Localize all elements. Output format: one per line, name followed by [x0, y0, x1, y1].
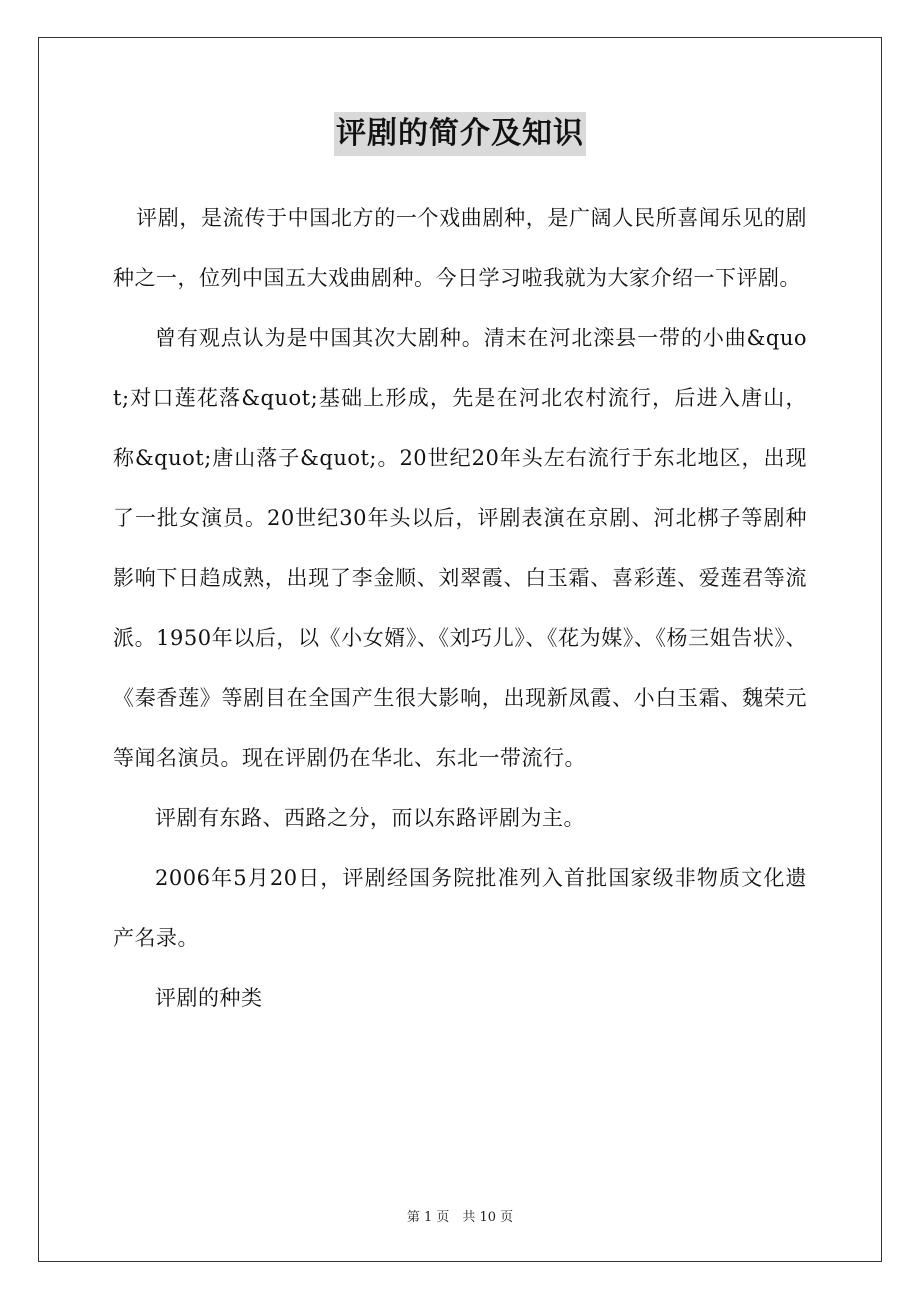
paragraph-history: 曾有观点认为是中国其次大剧种。清末在河北滦县一带的小曲&quot;对口莲花落&quot;基础上形成，先是在河北农村流行，后进入唐山，称&quot;唐山落子&quot;。20世纪20年头左右流行于东北地区，出现了一批女演员。20世纪30年头以后，评剧表演在京剧、河北梆子等剧种影响下日趋成熟，出现了李金顺、刘翠霞、白玉霜、喜彩莲、爱莲君等流派。1950年以后，以《小女婿》、《刘巧儿》、《花为媒》、《杨三姐告状》、《秦香莲》等剧目在全国产生很大影响，出现新凤霞、小白玉霜、魏荣元等闻名演员。现在评剧仍在华北、东北一带流行。 [113, 326, 807, 770]
paragraph-intro: 评剧，是流传于中国北方的一个戏曲剧种，是广阔人民所喜闻乐见的剧种之一，位列中国五大戏曲剧种。今日学习啦我就为大家介绍一下评剧。 [113, 206, 807, 290]
title-container [0, 112, 920, 156]
paragraph-branches: 评剧有东路、西路之分，而以东路评剧为主。 [155, 806, 585, 830]
document-title: 评剧的简介及知识 [334, 112, 586, 156]
page-footer: 第 1 页 共 10 页 [406, 1210, 514, 1225]
paragraph-heritage: 2006年5月20日，评剧经国务院批准列入首批国家级非物质文化遗产名录。 [113, 866, 807, 950]
paragraph-section-heading: 评剧的种类 [155, 986, 263, 1010]
document-body [113, 188, 807, 1028]
